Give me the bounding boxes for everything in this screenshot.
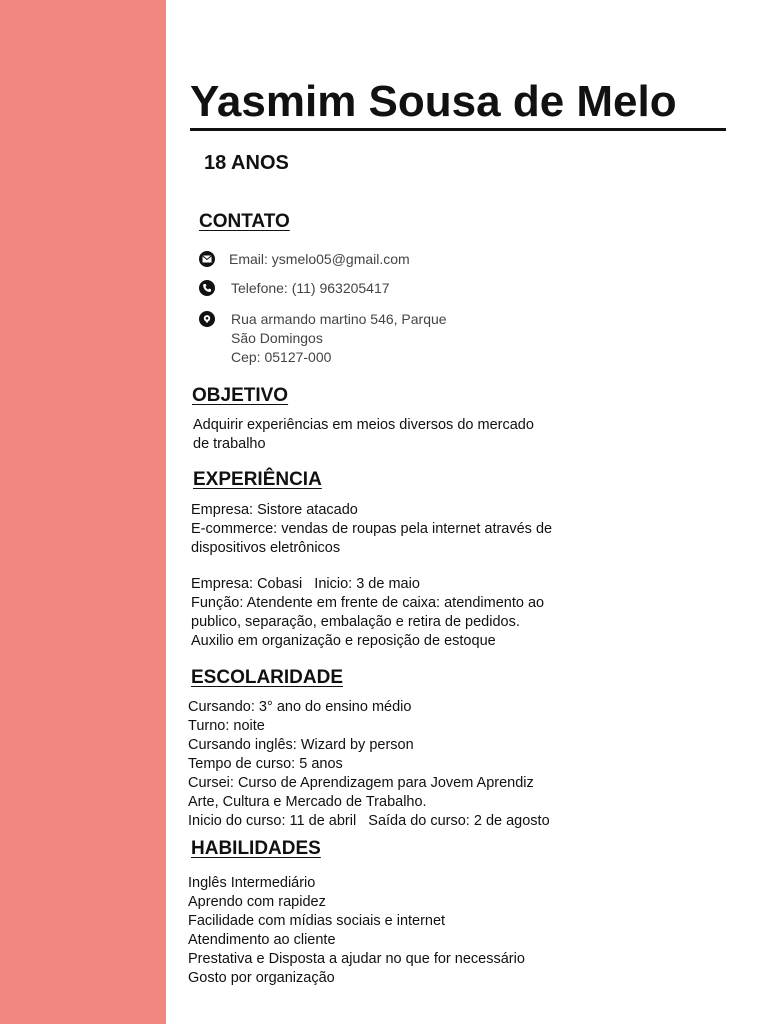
experience-heading: EXPERIÊNCIA	[193, 469, 322, 490]
address-line: Rua armando martino 546, Parque	[231, 311, 447, 327]
education-line: Cursando inglês: Wizard by person	[188, 737, 414, 753]
skill-item: Gosto por organização	[188, 970, 335, 986]
education-heading: ESCOLARIDADE	[191, 667, 344, 688]
contact-email-row	[199, 250, 410, 269]
objective-text	[193, 416, 534, 454]
experience-line: Auxilio em organização e reposição de estoque	[191, 633, 496, 649]
skill-item: Atendimento ao cliente	[188, 932, 336, 948]
education-line: Cursando: 3° ano do ensino médio	[188, 699, 412, 715]
mail-icon	[199, 251, 215, 267]
address-text	[231, 310, 447, 367]
skill-item: Prestativa e Disposta a ajudar no que for necessário	[188, 951, 525, 967]
skill-item: Facilidade com mídias sociais e internet	[188, 913, 446, 929]
phone-icon	[199, 280, 215, 296]
contact-address-row	[199, 310, 447, 367]
resume-name: Yasmim Sousa de Melo	[190, 76, 726, 131]
education-line: Turno: noite	[188, 718, 265, 734]
experience-line: Empresa: Cobasi Inicio: 3 de maio	[191, 576, 420, 592]
contact-heading: CONTATO	[199, 211, 290, 232]
experience-line: E-commerce: vendas de roupas pela internet através de	[191, 521, 553, 537]
education-line: Arte, Cultura e Mercado de Trabalho.	[188, 794, 427, 810]
objective-line: Adquirir experiências em meios diversos do mercado	[193, 417, 534, 433]
email-text: Email: ysmelo05@gmail.com	[229, 251, 410, 267]
objective-line: de trabalho	[193, 436, 266, 452]
education-text	[188, 698, 550, 831]
skills-list	[188, 874, 525, 988]
location-pin-icon	[199, 311, 215, 327]
experience-job-1	[191, 501, 552, 558]
skill-item: Inglês Intermediário	[188, 875, 316, 891]
education-line: Cursei: Curso de Aprendizagem para Jovem Aprendiz	[188, 775, 534, 791]
education-line: Tempo de curso: 5 anos	[188, 756, 343, 772]
phone-text: Telefone: (11) 963205417	[231, 280, 390, 296]
address-line: Cep: 05127-000	[231, 349, 332, 365]
experience-line: publico, separação, embalação e retira de pedidos.	[191, 614, 520, 630]
address-line: São Domingos	[231, 330, 323, 346]
experience-line: dispositivos eletrônicos	[191, 540, 341, 556]
education-line: Inicio do curso: 11 de abril Saída do curso: 2 de agosto	[188, 813, 550, 829]
experience-line: Função: Atendente em frente de caixa: atendimento ao	[191, 595, 545, 611]
experience-job-2	[191, 575, 544, 651]
contact-phone-row	[199, 279, 390, 298]
age: 18 ANOS	[204, 152, 289, 174]
experience-line: Empresa: Sistore atacado	[191, 502, 358, 518]
sidebar-accent	[0, 0, 166, 1024]
skill-item: Aprendo com rapidez	[188, 894, 326, 910]
objective-heading: OBJETIVO	[192, 385, 289, 406]
skills-heading: HABILIDADES	[191, 838, 321, 859]
